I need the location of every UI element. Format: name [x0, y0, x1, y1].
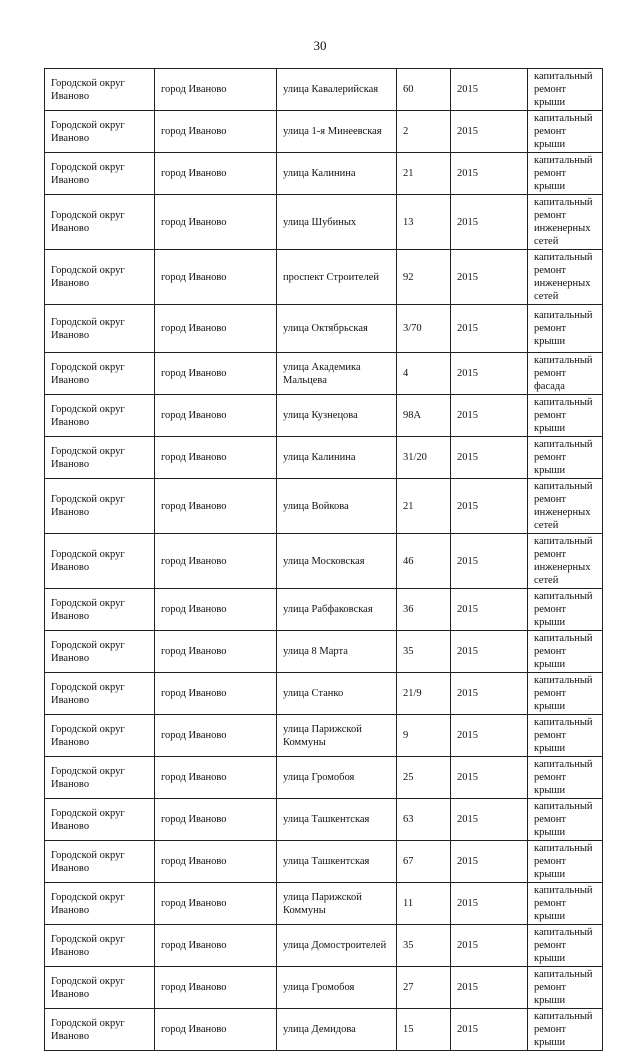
cell-street: улица Академика Мальцева [277, 353, 397, 395]
cell-house-number: 67 [397, 841, 451, 883]
cell-work-type: капитальный ремонт крыши [528, 111, 603, 153]
cell-year: 2015 [451, 534, 528, 589]
cell-okrug: Городской округ Иваново [45, 305, 155, 353]
cell-house-number: 4 [397, 353, 451, 395]
cell-house-number: 21 [397, 479, 451, 534]
cell-street: улица Московская [277, 534, 397, 589]
cell-work-type: капитальный ремонт крыши [528, 715, 603, 757]
cell-street: улица Парижской Коммуны [277, 715, 397, 757]
cell-year: 2015 [451, 799, 528, 841]
repair-schedule-table [44, 68, 603, 1051]
cell-house-number: 98А [397, 395, 451, 437]
cell-okrug: Городской округ Иваново [45, 883, 155, 925]
cell-city: город Иваново [155, 250, 277, 305]
cell-city: город Иваново [155, 395, 277, 437]
cell-okrug: Городской округ Иваново [45, 1009, 155, 1051]
cell-street: проспект Строителей [277, 250, 397, 305]
table-row [45, 195, 603, 250]
cell-city: город Иваново [155, 1009, 277, 1051]
cell-okrug: Городской округ Иваново [45, 673, 155, 715]
table-row [45, 883, 603, 925]
cell-city: город Иваново [155, 437, 277, 479]
table-row [45, 925, 603, 967]
table-row [45, 153, 603, 195]
cell-street: улица 8 Марта [277, 631, 397, 673]
cell-work-type: капитальный ремонт крыши [528, 757, 603, 799]
cell-okrug: Городской округ Иваново [45, 715, 155, 757]
cell-street: улица Кузнецова [277, 395, 397, 437]
cell-year: 2015 [451, 757, 528, 799]
cell-work-type: капитальный ремонт крыши [528, 673, 603, 715]
cell-work-type: капитальный ремонт крыши [528, 1009, 603, 1051]
cell-street: улица Кавалерийская [277, 69, 397, 111]
table-row [45, 305, 603, 353]
cell-work-type: капитальный ремонт фасада [528, 353, 603, 395]
cell-city: город Иваново [155, 69, 277, 111]
cell-work-type: капитальный ремонт крыши [528, 589, 603, 631]
cell-house-number: 9 [397, 715, 451, 757]
cell-work-type: капитальный ремонт инженерных сетей [528, 534, 603, 589]
cell-okrug: Городской округ Иваново [45, 799, 155, 841]
cell-city: город Иваново [155, 305, 277, 353]
cell-city: город Иваново [155, 799, 277, 841]
table-row [45, 353, 603, 395]
cell-house-number: 21 [397, 153, 451, 195]
cell-street: улица Ташкентская [277, 799, 397, 841]
cell-street: улица Калинина [277, 153, 397, 195]
cell-house-number: 27 [397, 967, 451, 1009]
cell-work-type: капитальный ремонт крыши [528, 69, 603, 111]
table-row [45, 631, 603, 673]
cell-house-number: 63 [397, 799, 451, 841]
cell-year: 2015 [451, 153, 528, 195]
cell-street: улица 1-я Минеевская [277, 111, 397, 153]
cell-street: улица Громобоя [277, 757, 397, 799]
cell-street: улица Демидова [277, 1009, 397, 1051]
cell-work-type: капитальный ремонт крыши [528, 305, 603, 353]
cell-house-number: 2 [397, 111, 451, 153]
cell-house-number: 25 [397, 757, 451, 799]
cell-work-type: капитальный ремонт крыши [528, 883, 603, 925]
cell-street: улица Громобоя [277, 967, 397, 1009]
cell-year: 2015 [451, 715, 528, 757]
cell-okrug: Городской округ Иваново [45, 841, 155, 883]
table-row [45, 395, 603, 437]
cell-city: город Иваново [155, 925, 277, 967]
cell-okrug: Городской округ Иваново [45, 437, 155, 479]
cell-year: 2015 [451, 111, 528, 153]
cell-okrug: Городской округ Иваново [45, 479, 155, 534]
cell-city: город Иваново [155, 631, 277, 673]
cell-work-type: капитальный ремонт крыши [528, 925, 603, 967]
table-row [45, 534, 603, 589]
cell-street: улица Домостроителей [277, 925, 397, 967]
cell-house-number: 35 [397, 925, 451, 967]
cell-year: 2015 [451, 841, 528, 883]
table-body [45, 69, 603, 1051]
table-row [45, 673, 603, 715]
cell-work-type: капитальный ремонт крыши [528, 395, 603, 437]
cell-year: 2015 [451, 437, 528, 479]
cell-okrug: Городской округ Иваново [45, 353, 155, 395]
table-row [45, 967, 603, 1009]
cell-year: 2015 [451, 353, 528, 395]
cell-okrug: Городской округ Иваново [45, 195, 155, 250]
cell-street: улица Ташкентская [277, 841, 397, 883]
cell-okrug: Городской округ Иваново [45, 250, 155, 305]
cell-year: 2015 [451, 883, 528, 925]
cell-house-number: 13 [397, 195, 451, 250]
cell-house-number: 60 [397, 69, 451, 111]
cell-city: город Иваново [155, 534, 277, 589]
cell-city: город Иваново [155, 757, 277, 799]
table-row [45, 479, 603, 534]
cell-okrug: Городской округ Иваново [45, 757, 155, 799]
cell-work-type: капитальный ремонт крыши [528, 437, 603, 479]
cell-city: город Иваново [155, 353, 277, 395]
cell-year: 2015 [451, 69, 528, 111]
cell-street: улица Рабфаковская [277, 589, 397, 631]
cell-year: 2015 [451, 673, 528, 715]
cell-okrug: Городской округ Иваново [45, 967, 155, 1009]
table-row [45, 69, 603, 111]
cell-year: 2015 [451, 589, 528, 631]
cell-city: город Иваново [155, 153, 277, 195]
cell-okrug: Городской округ Иваново [45, 631, 155, 673]
cell-year: 2015 [451, 305, 528, 353]
cell-work-type: капитальный ремонт крыши [528, 631, 603, 673]
cell-city: город Иваново [155, 195, 277, 250]
cell-house-number: 31/20 [397, 437, 451, 479]
cell-work-type: капитальный ремонт крыши [528, 799, 603, 841]
cell-city: город Иваново [155, 841, 277, 883]
cell-okrug: Городской округ Иваново [45, 111, 155, 153]
cell-house-number: 36 [397, 589, 451, 631]
cell-year: 2015 [451, 967, 528, 1009]
table-row [45, 250, 603, 305]
table-row [45, 1009, 603, 1051]
cell-house-number: 3/70 [397, 305, 451, 353]
cell-year: 2015 [451, 479, 528, 534]
cell-street: улица Станко [277, 673, 397, 715]
cell-work-type: капитальный ремонт крыши [528, 967, 603, 1009]
cell-year: 2015 [451, 195, 528, 250]
cell-okrug: Городской округ Иваново [45, 589, 155, 631]
cell-city: город Иваново [155, 111, 277, 153]
cell-work-type: капитальный ремонт крыши [528, 841, 603, 883]
cell-city: город Иваново [155, 715, 277, 757]
cell-city: город Иваново [155, 673, 277, 715]
cell-okrug: Городской округ Иваново [45, 395, 155, 437]
cell-city: город Иваново [155, 479, 277, 534]
table-row [45, 841, 603, 883]
cell-house-number: 21/9 [397, 673, 451, 715]
cell-work-type: капитальный ремонт крыши [528, 153, 603, 195]
cell-street: улица Шубиных [277, 195, 397, 250]
cell-street: улица Калинина [277, 437, 397, 479]
cell-city: город Иваново [155, 967, 277, 1009]
cell-house-number: 11 [397, 883, 451, 925]
cell-year: 2015 [451, 925, 528, 967]
cell-okrug: Городской округ Иваново [45, 534, 155, 589]
table-row [45, 757, 603, 799]
cell-house-number: 46 [397, 534, 451, 589]
cell-year: 2015 [451, 1009, 528, 1051]
cell-year: 2015 [451, 250, 528, 305]
cell-street: улица Парижской Коммуны [277, 883, 397, 925]
cell-street: улица Октябрьская [277, 305, 397, 353]
cell-house-number: 15 [397, 1009, 451, 1051]
cell-year: 2015 [451, 631, 528, 673]
cell-okrug: Городской округ Иваново [45, 69, 155, 111]
table-row [45, 111, 603, 153]
cell-work-type: капитальный ремонт инженерных сетей [528, 195, 603, 250]
cell-city: город Иваново [155, 589, 277, 631]
cell-okrug: Городской округ Иваново [45, 925, 155, 967]
cell-year: 2015 [451, 395, 528, 437]
page-number: 30 [313, 38, 327, 53]
cell-street: улица Войкова [277, 479, 397, 534]
table-row [45, 715, 603, 757]
cell-city: город Иваново [155, 883, 277, 925]
cell-work-type: капитальный ремонт инженерных сетей [528, 479, 603, 534]
cell-work-type: капитальный ремонт инженерных сетей [528, 250, 603, 305]
table-row [45, 437, 603, 479]
cell-house-number: 92 [397, 250, 451, 305]
cell-okrug: Городской округ Иваново [45, 153, 155, 195]
cell-house-number: 35 [397, 631, 451, 673]
table-row [45, 589, 603, 631]
table-row [45, 799, 603, 841]
